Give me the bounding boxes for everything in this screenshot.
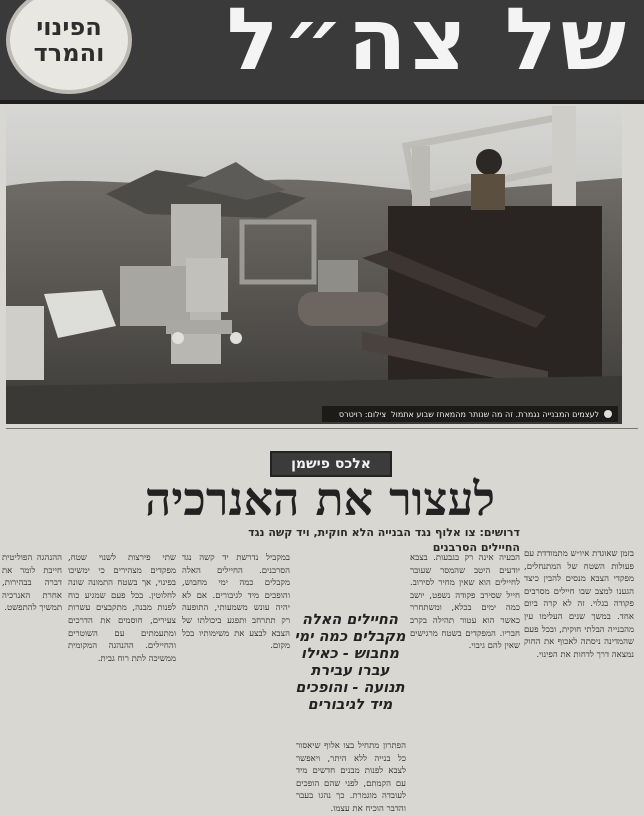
- article-column-6: [2, 552, 62, 785]
- headline-banner: [0, 0, 644, 104]
- column-2-text: הבעיה אינה רק בגבעות. בצבא יודעים היטב שהמסר שעובר לחיילים הוא שאין מחיר לסירוב. חייל שסירב פקודה נשפט, יושב כמה ימים בכלא, ומשתחרר כאשר הוא עטור תהילה בקרב חבריו. המפקדים בשטח מרגישים שאין להם גיבוי.: [410, 553, 520, 652]
- article-title: לעצור את האנרכיה: [144, 472, 496, 526]
- column-1-text: בזמן שאוגדת איו״ש מתמודדת עם פעולות השטח של המתנחלים, מפקדי הצבא מנסים להבין כיצד הגענו למצב שבו חיילים מסרבים פקודה בגלוי. זה לא קרה ביום אחד. במשך שנים העלימו עין מהבנייה הבלתי חוקית, ובכל פעם שהמדינה ניסתה לאכוף את החוק נמצאה דרך לדחות את הפינוי.: [524, 549, 634, 660]
- article-subtitle: דרושים: צו אלוף נגד הבנייה הלא חוקית, ויד קשה נגד החיילים הסרבנים: [248, 526, 520, 554]
- section-seal: [6, 0, 132, 94]
- seal-line-1: הפינוי: [36, 13, 102, 41]
- caption-text: לעצמים המבנייה נגמרת. זה מה שנותר מהמאחז שבוע אתמול: [391, 409, 599, 419]
- column-5-text: שתי פירצות לשנוי שטח, מפקדים מצהירים כי ימשיכו בפינוי, אך בשטח התמונה שונה לחלוטין. בכל פעם שמגיע כוח לפנות מבנה, מתקבצים עשרות צעירים, חוסמים את הדרכים ומתעמתים עם השוטרים והחיילים. ההנהגה המקומית ממשיכה לתת רוח גבית.: [68, 553, 176, 664]
- news-photo: [6, 106, 622, 424]
- article-column-5: [68, 552, 176, 785]
- demolished-outpost-image: [6, 106, 622, 424]
- camera-icon: [604, 410, 612, 418]
- pull-quote: החיילים האלה מקבלים כמה ימי מחבוש - כאילו עברו עבירת תנועה - והופכים מיד לגיבורים: [294, 612, 406, 713]
- photo-caption: [322, 406, 618, 422]
- photo-credit: צילום: רויטרס: [338, 409, 387, 419]
- author-byline: אלכס פישמן: [270, 451, 392, 477]
- article-column-2: [410, 552, 520, 781]
- column-4-text: במקביל נדרשת יד קשה נגד הסרבנים. החיילים האלה מקבלים כמה ימי מחבוש, והופכים מיד לגיבורים. אם לא יהיה עונש משמעותי, התופעה רק תתרחב ותפגע ביכולתו של הצבא לבצע את משימותיו בכל מקום.: [182, 553, 290, 652]
- section-divider: [6, 428, 638, 429]
- article-column-1: [524, 548, 634, 781]
- column-6-text: ההנהגה הפוליטית חייבת לומר את דברה בבהירות, אחרת האנרכיה תמשיך להתפשט.: [2, 553, 62, 614]
- banner-headline: של צה״ל: [226, 0, 630, 90]
- article-column-3: [296, 740, 406, 814]
- seal-line-2: והמרד: [33, 39, 105, 67]
- article-column-4: [182, 552, 290, 785]
- column-3-text: הפתרון מתחיל בצו אלוף שיאסור כל בנייה ללא היתר, ויאפשר לצבא לפנות מבנים חדשים מיד עם הקמתם, לפני שהם הופכים לעובדה מוגמרת. כך נהגו בעבר והדבר הוכיח את עצמו.: [296, 741, 406, 814]
